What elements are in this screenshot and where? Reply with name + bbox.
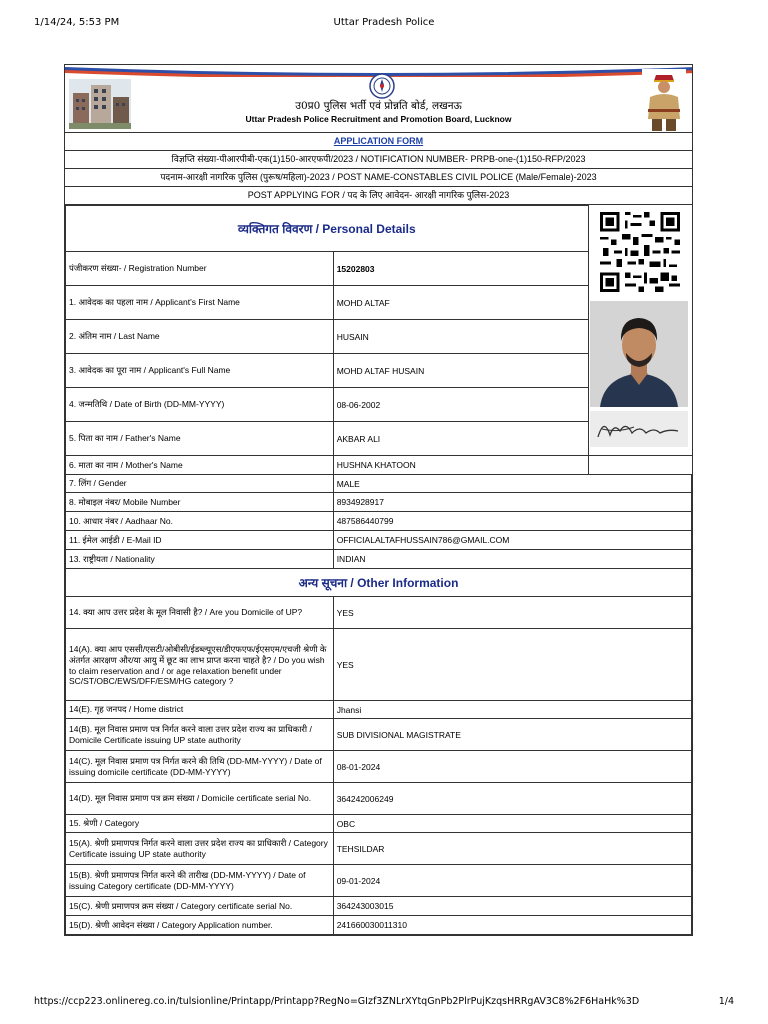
row-label: 5. पिता का नाम / Father's Name bbox=[66, 422, 334, 456]
table-row bbox=[66, 701, 692, 719]
table-row bbox=[66, 833, 692, 865]
table-row bbox=[66, 719, 692, 751]
table-row bbox=[66, 751, 692, 783]
table-row bbox=[66, 475, 692, 493]
table-row bbox=[66, 493, 692, 512]
applicant-signature bbox=[590, 411, 688, 447]
row-label: 15(D). श्रेणी आवेदन संख्या / Category Application number. bbox=[66, 916, 334, 935]
row-value: HUSAIN bbox=[333, 320, 588, 354]
row-label: 14(B). मूल निवास प्रमाण पत्र निर्गत करने वाला उत्तर प्रदेश राज्य का प्राधिकारी / Domicile Certificate issuing UP state authority bbox=[66, 719, 334, 751]
post-name: पदनाम-आरक्षी नागरिक पुलिस (पुरूष/महिला)-2023 / POST NAME-CONSTABLES CIVIL POLICE (Male/Female)-2023 bbox=[65, 169, 692, 187]
row-value: 241660030011310 bbox=[333, 916, 691, 935]
table-row bbox=[66, 456, 692, 475]
personal-details-heading: व्यक्तिगत विवरण / Personal Details bbox=[66, 206, 589, 252]
row-label: 11. ईमेल आईडी / E-Mail ID bbox=[66, 531, 334, 550]
row-value: HUSHNA KHATOON bbox=[333, 456, 588, 475]
print-page-count: 1/4 bbox=[718, 996, 734, 1007]
row-value: 09-01-2024 bbox=[333, 865, 691, 897]
board-english-title: Uttar Pradesh Police Recruitment and Promotion Board, Lucknow bbox=[245, 114, 512, 124]
police-officer-image bbox=[642, 69, 686, 131]
row-label: 1. आवेदक का पहला नाम / Applicant's First Name bbox=[66, 286, 334, 320]
post-applying-for: POST APPLYING FOR / पद के लिए आवेदन- आरक्षी नागरिक पुलिस-2023 bbox=[65, 187, 692, 205]
row-label: 6. माता का नाम / Mother's Name bbox=[66, 456, 334, 475]
other-information-heading: अन्य सूचना / Other Information bbox=[66, 569, 692, 597]
notification-number: विज्ञप्ति संख्या-पीआरपीबी-एक(1)150-आरएफपी/2023 / NOTIFICATION NUMBER- PRPB-one-(1)150-RFP/2023 bbox=[65, 151, 692, 169]
applicant-photo bbox=[590, 301, 688, 407]
table-row bbox=[66, 512, 692, 531]
row-value: AKBAR ALI bbox=[333, 422, 588, 456]
row-value: MOHD ALTAF bbox=[333, 286, 588, 320]
row-value: 08-06-2002 bbox=[333, 388, 588, 422]
row-value: OFFICIALALTAFHUSSAIN786@GMAIL.COM bbox=[333, 531, 691, 550]
table-row bbox=[66, 531, 692, 550]
row-value: 364242006249 bbox=[333, 783, 691, 815]
row-value: 08-01-2024 bbox=[333, 751, 691, 783]
print-url[interactable]: https://ccp223.onlinereg.co.in/tulsionline/Printapp/Printapp?RegNo=GIzf3ZNLrXYtqGnPb2PlrPujKzqsHRRgAV3C8%2F6HaHk%3D bbox=[34, 996, 640, 1007]
row-label: पंजीकरण संख्या- / Registration Number bbox=[66, 252, 334, 286]
row-label: 15(A). श्रेणी प्रमाणपत्र निर्गत करने वाला उत्तर प्रदेश राज्य का प्राधिकारी / Category Certificate issuing UP state authority bbox=[66, 833, 334, 865]
board-hindi-title: उ0प्र0 पुलिस भर्ती एवं प्रोन्नति बोर्ड, लखनऊ bbox=[295, 100, 462, 112]
row-label: 14(C). मूल निवास प्रमाण पत्र निर्गत करने की तिथि (DD-MM-YYYY) / Date of issuing domicile certificate (DD-MM-YYYY) bbox=[66, 751, 334, 783]
row-label: 4. जन्मतिथि / Date of Birth (DD-MM-YYYY) bbox=[66, 388, 334, 422]
row-value: Jhansi bbox=[333, 701, 691, 719]
application-form bbox=[64, 64, 693, 936]
print-footer bbox=[34, 996, 734, 1008]
row-label: 14(D). मूल निवास प्रमाण पत्र क्रम संख्या / Domicile certificate serial No. bbox=[66, 783, 334, 815]
row-label: 13. राष्ट्रीयता / Nationality bbox=[66, 550, 334, 569]
personal-details-section bbox=[65, 205, 692, 935]
row-value: TEHSILDAR bbox=[333, 833, 691, 865]
row-value: YES bbox=[333, 597, 691, 629]
form-title-row bbox=[65, 133, 692, 151]
table-row bbox=[66, 815, 692, 833]
table-row bbox=[66, 897, 692, 916]
print-page-title: Uttar Pradesh Police bbox=[333, 17, 435, 28]
row-label: 15(C). श्रेणी प्रमाणपत्र क्रम संख्या / Category certificate serial No. bbox=[66, 897, 334, 916]
table-row bbox=[66, 865, 692, 897]
row-value: YES bbox=[333, 629, 691, 701]
board-banner bbox=[65, 65, 692, 133]
table-row bbox=[66, 916, 692, 935]
print-header bbox=[34, 17, 734, 29]
table-row bbox=[66, 629, 692, 701]
qr-code-icon bbox=[597, 212, 683, 292]
row-label: 8. मोबाइल नंबर/ Mobile Number bbox=[66, 493, 334, 512]
table-row bbox=[66, 783, 692, 815]
table-row bbox=[66, 597, 692, 629]
row-value: 15202803 bbox=[333, 252, 588, 286]
row-label: 10. आधार नंबर / Aadhaar No. bbox=[66, 512, 334, 531]
row-label: 15. श्रेणी / Category bbox=[66, 815, 334, 833]
row-value: OBC bbox=[333, 815, 691, 833]
row-value: 364243003015 bbox=[333, 897, 691, 916]
up-police-emblem-icon bbox=[369, 73, 395, 99]
print-datetime: 1/14/24, 5:53 PM bbox=[34, 17, 120, 28]
row-value: 8934928917 bbox=[333, 493, 691, 512]
row-label: 14(A). क्या आप एससी/एसटी/ओबीसी/ईडब्ल्यूएस/डीएफएफ/ईएसएम/एचजी श्रेणी के अंतर्गत आरक्षण और/या आयु में छूट का लाभ प्राप्त करना चाहते है? / Do you wish to claim reservation and / or age relaxation benefit under SC/ST/OBC/EWS/DFF/ESM/HG category ? bbox=[66, 629, 334, 701]
row-value: 487586440799 bbox=[333, 512, 691, 531]
row-label: 7. लिंग / Gender bbox=[66, 475, 334, 493]
row-label: 15(B). श्रेणी प्रमाणपत्र निर्गत करने की तारीख (DD-MM-YYYY) / Date of issuing Category certificate (DD-MM-YYYY) bbox=[66, 865, 334, 897]
application-form-link[interactable]: APPLICATION FORM bbox=[333, 136, 424, 146]
row-label: 2. अंतिम नाम / Last Name bbox=[66, 320, 334, 354]
row-value: INDIAN bbox=[333, 550, 691, 569]
row-value: SUB DIVISIONAL MAGISTRATE bbox=[333, 719, 691, 751]
row-label: 3. आवेदक का पूरा नाम / Applicant's Full Name bbox=[66, 354, 334, 388]
row-label: 14. क्या आप उत्तर प्रदेश के मूल निवासी है? / Are you Domicile of UP? bbox=[66, 597, 334, 629]
row-label: 14(E). गृह जनपद / Home district bbox=[66, 701, 334, 719]
table-row bbox=[66, 550, 692, 569]
row-value: MOHD ALTAF HUSAIN bbox=[333, 354, 588, 388]
row-value: MALE bbox=[333, 475, 691, 493]
